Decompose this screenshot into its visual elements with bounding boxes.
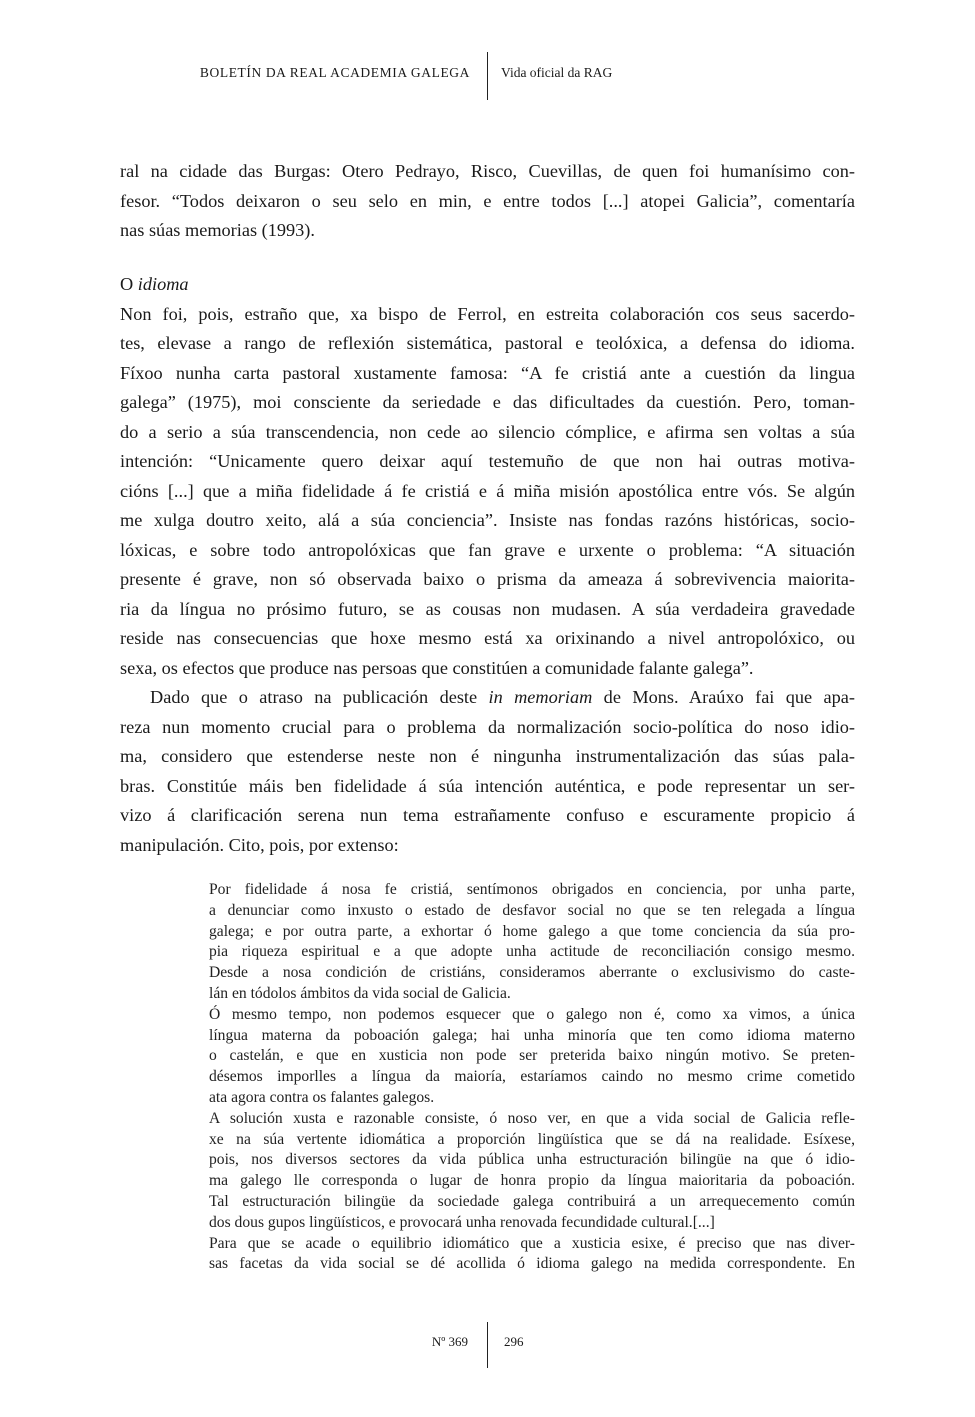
quote-line: Para que se acade o equilibrio idiomático que a xusticia esixe, é preciso que nas diver-	[209, 1234, 855, 1252]
section-heading	[120, 270, 855, 300]
text-line: tes, elevase a rango de reflexión sistemática, pastoral e teolóxica, a defensa do idioma.	[120, 333, 855, 353]
text-line: vizo á clarificación serena nun tema estrañamente confuso e escuramente propicio á	[120, 805, 855, 825]
text-line: presente é grave, non só observada baixo o prisma da ameaza á sobrevivencia maiorita-	[120, 569, 855, 589]
section-heading-italic: idioma	[137, 274, 189, 294]
quote-line: sas facetas da vida social se dé acollida ó idioma galego na medida correspondente. En	[209, 1255, 855, 1273]
text-line: ral na cidade das Burgas: Otero Pedrayo, Risco, Cuevillas, de quen foi humanísimo con-	[120, 161, 855, 181]
text-line: do a serio a súa transcendencia, non cede ao silencio cómplice, e afirma sen voltas a súa	[120, 421, 855, 442]
quote-line: ata agora contra os falantes galegos.	[209, 1088, 435, 1106]
text-line: reside nas consecuencias que hoxe mesmo está xa orixinando a nivel antropolóxico, ou	[120, 628, 855, 648]
paragraph-dado	[120, 683, 855, 860]
quote-paragraph	[209, 880, 855, 1005]
quote-paragraph	[209, 1005, 855, 1109]
paragraph-idioma	[120, 300, 855, 684]
quote-line: Tal estructuración bilingüe da sociedade galega contribuirá a un arrequecemento común	[209, 1192, 855, 1210]
quote-line: désemos imporlles a língua da maioría, estaríamos caindo no mesmo crime cometido	[209, 1068, 855, 1086]
text-line: ma, considero que estenderse neste non é ningunha instrumentalización das súas pala-	[120, 746, 855, 766]
quote-line: lán en tódolos ámbitos da vida social de Galicia.	[209, 984, 511, 1002]
text-line: intención: “Unicamente quero deixar aquí testemuño de que non hai outras motiva-	[120, 451, 855, 471]
section-title: Vida oficial da RAG	[501, 65, 613, 80]
quote-line: Por fidelidade á nosa fe cristiá, sentímonos obrigados en conciencia, por unha parte,	[209, 881, 855, 898]
section-heading-prefix: O	[120, 274, 138, 294]
journal-title: BOLETÍN DA REAL ACADEMIA GALEGA	[199, 65, 470, 80]
italic-term: in memoriam	[488, 687, 593, 707]
header-divider	[487, 52, 488, 100]
text-line: me xulga doutro xeito, alá a súa conciencia”. Insiste nas fondas razóns históricas, socio-	[120, 510, 855, 530]
quote-line: dos dous gupos lingüísticos, e provocará unha renovada fecundidade cultural.[...]	[209, 1213, 715, 1231]
quote-line: a denunciar como inxusto o estado de desfavor social no que se ten relegada a língua	[209, 901, 855, 919]
running-header	[0, 52, 975, 100]
text-line: cións [...] que a miña fidelidade á fe cristiá e á miña misión apostólica entre vós. Se algún	[120, 480, 855, 501]
text-line: ria da língua no prósimo futuro, se as cousas non mudasen. A súa verdadeira gravedade	[120, 598, 855, 619]
main-body	[120, 270, 855, 860]
text-line: Fíxoo nunha carta pastoral xustamente famosa: “A fe cristiá ante a cuestión da lingua	[120, 362, 855, 383]
text-line: lóxicas, e sobre todo antropolóxicas que fan grave e urxente o problema: “A situación	[120, 539, 855, 560]
text-line: sexa, os efectos que produce nas persoas que constitúen a comunidade falante galega”.	[120, 657, 754, 678]
text-line: bras. Constitúe máis ben fidelidade á súa intención auténtica, e pode representar un ser-	[120, 775, 855, 796]
text-line: fesor. “Todos deixaron o seu selo en min, e entre todos [...] atopei Galicia”, comentaría	[120, 190, 855, 211]
quote-line: o castelán, e que en xusticia non pode ser preterida baixo ningún motivo. Se preten-	[209, 1047, 855, 1065]
quote-line: ma galego lle corresponda o lugar de honra propio da língua maioritaria da poboación.	[209, 1172, 855, 1190]
quote-line: língua materna da poboación galega; hai unha minoría que ten como idioma materno	[209, 1026, 855, 1044]
quote-line: Desde a nosa condición de cristiáns, consideramos aberrante o exclusivismo do caste-	[209, 964, 855, 982]
text-line	[120, 683, 855, 713]
footer-divider	[487, 1322, 488, 1368]
text-line: Non foi, pois, estraño que, xa bispo de Ferrol, en estreita colaboración cos seus sacerdo-	[120, 303, 855, 324]
text-line: reza nun momento crucial para o problema da normalización socio-política do noso idio-	[120, 716, 855, 737]
quote-line: galega; e por outra parte, a exhortar ó home galego a que tome conciencia da súa pro-	[209, 922, 855, 940]
text-line: galega” (1975), moi consciente da seriedade e das dificultades da cuestión. Pero, toman-	[120, 392, 855, 412]
text-run: de Mons. Araúxo fai que apa-	[592, 687, 855, 707]
page-number: 296	[504, 1334, 524, 1349]
page-footer	[0, 1322, 975, 1368]
quote-paragraph	[209, 1234, 855, 1276]
quote-line: Ó mesmo tempo, non podemos esquecer que o galego non é, como xa vimos, a única	[209, 1005, 855, 1023]
quote-line: A solución xusta e razonable consiste, ó noso ver, en que a vida social de Galicia refle-	[209, 1109, 855, 1127]
text-line: nas súas memorias (1993).	[120, 220, 315, 240]
paragraph-intro	[120, 157, 855, 246]
block-quote	[209, 880, 855, 1275]
text-run: Dado que o atraso na publicación deste	[150, 687, 489, 707]
text-line: manipulación. Cito, pois, por extenso:	[120, 834, 399, 855]
quote-line: pia riqueza espiritual e a que adopte unha actitude de reconciliación consigo mesmo.	[209, 943, 855, 961]
issue-number: Nº 369	[431, 1334, 468, 1349]
quote-line: xe na súa vertente idiomática a proporción lingüística que se dá na realidade. Esíxese,	[209, 1130, 855, 1148]
quote-line: pois, nos diversos sectores da vida pública unha estructuración bilingüe na que ó idio-	[209, 1151, 855, 1169]
quote-paragraph	[209, 1109, 855, 1234]
